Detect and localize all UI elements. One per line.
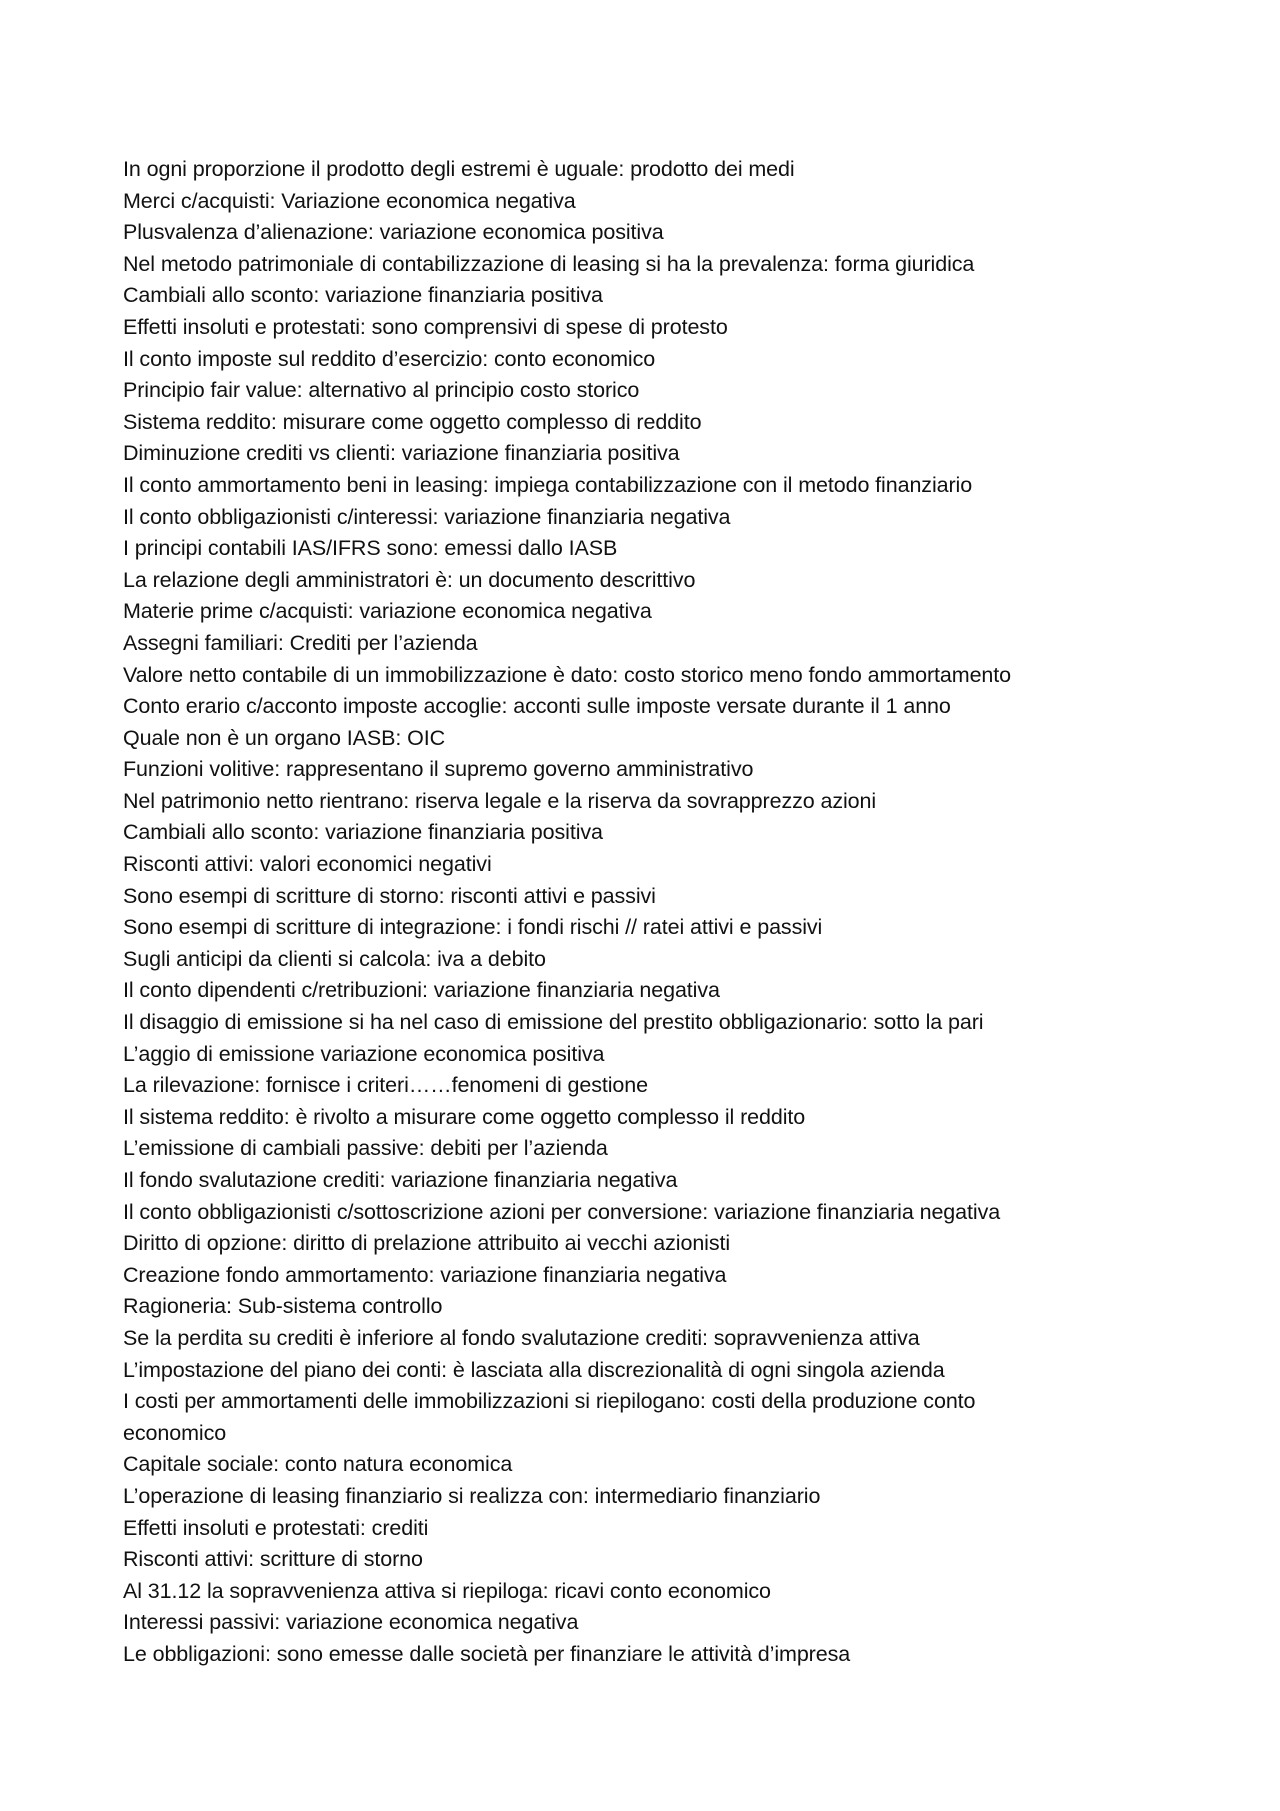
text-line: L’operazione di leasing finanziario si realizza con: intermediario finanziario: [123, 1483, 821, 1508]
text-line: L’emissione di cambiali passive: debiti per l’azienda: [123, 1136, 608, 1161]
text-line: Valore netto contabile di un immobilizzazione è dato: costo storico meno fondo ammortamento: [123, 662, 1012, 687]
text-line: La relazione degli amministratori è: un documento descrittivo: [123, 567, 696, 592]
text-line: Il conto obbligazionisti c/interessi: variazione finanziaria negativa: [123, 504, 731, 529]
text-line: Interessi passivi: variazione economica negativa: [123, 1610, 579, 1635]
text-line: Funzioni volitive: rappresentano il supremo governo amministrativo: [123, 757, 754, 782]
text-line: Sugli anticipi da clienti si calcola: iva a debito: [123, 946, 546, 971]
document-body: [123, 154, 1243, 1671]
text-line: Il conto ammortamento beni in leasing: impiega contabilizzazione con il metodo finanziario: [123, 472, 973, 497]
text-line: Il conto dipendenti c/retribuzioni: variazione finanziaria negativa: [123, 978, 720, 1003]
text-line: economico: [123, 1420, 227, 1445]
text-line: Creazione fondo ammortamento: variazione finanziaria negativa: [123, 1262, 727, 1287]
text-line: Principio fair value: alternativo al principio costo storico: [123, 378, 640, 403]
text-line: Cambiali allo sconto: variazione finanziaria positiva: [123, 283, 603, 308]
text-line: Il disaggio di emissione si ha nel caso di emissione del prestito obbligazionario: sotto la pari: [123, 1010, 984, 1035]
text-line: L’impostazione del piano dei conti: è lasciata alla discrezionalità di ogni singola azienda: [123, 1357, 945, 1382]
text-line: Nel patrimonio netto rientrano: riserva legale e la riserva da sovrapprezzo azioni: [123, 788, 877, 813]
text-line: Ragioneria: Sub-sistema controllo: [123, 1294, 443, 1319]
text-line: Il sistema reddito: è rivolto a misurare come oggetto complesso il reddito: [123, 1104, 806, 1129]
text-line: Cambiali allo sconto: variazione finanziaria positiva: [123, 820, 603, 845]
text-line: Assegni familiari: Crediti per l’azienda: [123, 630, 478, 655]
text-line: Nel metodo patrimoniale di contabilizzazione di leasing si ha la prevalenza: forma giuridica: [123, 251, 975, 276]
text-line: Il fondo svalutazione crediti: variazione finanziaria negativa: [123, 1168, 678, 1192]
text-line: Conto erario c/acconto imposte accoglie: acconti sulle imposte versate durante il 1 anno: [123, 694, 951, 719]
text-line: Il conto obbligazionisti c/sottoscrizione azioni per conversione: variazione finanziaria negativa: [123, 1199, 1001, 1224]
text-line: Il conto imposte sul reddito d’esercizio: conto economico: [123, 346, 656, 371]
text-line: Sono esempi di scritture di integrazione: i fondi rischi // ratei attivi e passivi: [123, 915, 823, 940]
text-line: Risconti attivi: valori economici negativi: [123, 852, 492, 877]
text-line: Plusvalenza d’alienazione: variazione economica positiva: [123, 220, 664, 245]
text-line: Effetti insoluti e protestati: sono comprensivi di spese di protesto: [123, 314, 728, 339]
text-line: Diminuzione crediti vs clienti: variazione finanziaria positiva: [123, 441, 680, 466]
text-line: La rilevazione: fornisce i criteri……fenomeni di gestione: [123, 1073, 648, 1098]
text-line: Al 31.12 la sopravvenienza attiva si riepiloga: ricavi conto economico: [123, 1578, 771, 1603]
text-line: Effetti insoluti e protestati: crediti: [123, 1515, 429, 1540]
text-line: Sistema reddito: misurare come oggetto complesso di reddito: [123, 409, 702, 434]
text-line: I costi per ammortamenti delle immobilizzazioni si riepilogano: costi della produzione conto: [123, 1389, 976, 1414]
text-line: Se la perdita su crediti è inferiore al fondo svalutazione crediti: sopravvenienza attiva: [123, 1325, 920, 1350]
text-line: I principi contabili IAS/IFRS sono: emessi dallo IASB: [123, 536, 618, 561]
text-line: Diritto di opzione: diritto di prelazione attribuito ai vecchi azionisti: [123, 1231, 731, 1256]
text-line: Quale non è un organo IASB: OIC: [123, 725, 445, 750]
text-line: Le obbligazioni: sono emesse dalle società per finanziare le attività d’impresa: [123, 1641, 851, 1666]
text-line: Materie prime c/acquisti: variazione economica negativa: [123, 599, 652, 624]
text-line: Capitale sociale: conto natura economica: [123, 1452, 513, 1477]
text-line: Sono esempi di scritture di storno: risconti attivi e passivi: [123, 883, 656, 908]
text-line: In ogni proporzione il prodotto degli estremi è uguale: prodotto dei medi: [123, 157, 795, 181]
text-line: L’aggio di emissione variazione economica positiva: [123, 1041, 605, 1066]
text-line: Risconti attivi: scritture di storno: [123, 1547, 423, 1572]
text-line: Merci c/acquisti: Variazione economica negativa: [123, 188, 576, 213]
